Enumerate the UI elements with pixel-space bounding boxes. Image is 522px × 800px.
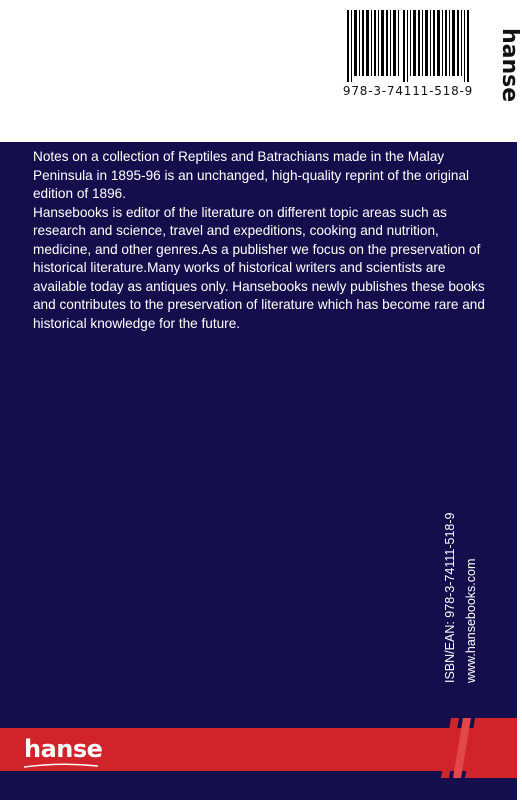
barcode — [347, 10, 469, 82]
decorative-stripes — [437, 718, 517, 778]
corner-logo — [497, 28, 522, 118]
logo-swoosh-icon — [24, 763, 98, 768]
top-white-area — [0, 0, 522, 142]
spine-isbn: ISBN/EAN: 978-3-74111-518-9 — [443, 512, 457, 683]
barcode-number: 978-3-74111-518-9 — [342, 84, 474, 98]
publisher-logo: hanse — [24, 735, 103, 763]
blurb-paragraph-2: Hansebooks is editor of the literature on different topic areas such as research and science, travel and expeditions, cooking and nutrition, medicine, and other genres.As a publisher we focus on the preservation of historical literature.Many works of historical writers and scientists are available today as antiques only. Hansebooks newly publishes these books and contributes to the preservation of literature which has become rare and historical knowledge for the future. — [33, 204, 485, 331]
blurb-paragraph-1: Notes on a collection of Reptiles and Batrachians made in the Malay Peninsula in 1895-96 is an unchanged, high-quality reprint of the original edition of 1896. — [33, 149, 470, 201]
corner-logo-text: hanse — [497, 28, 522, 103]
spine-website: www.hansebooks.com — [464, 558, 478, 683]
blurb-text — [33, 148, 488, 333]
